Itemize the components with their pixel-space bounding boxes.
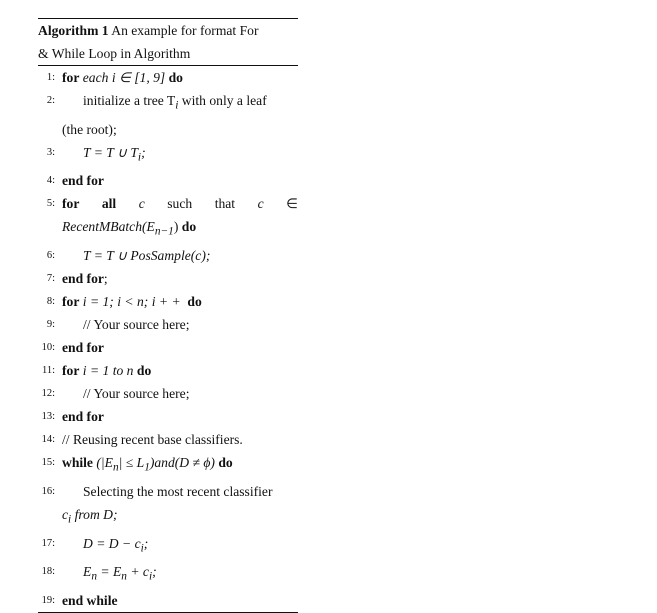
algo-line [38, 405, 298, 428]
keyword: do [187, 294, 202, 310]
subscript: i [140, 542, 144, 555]
subscript: n [121, 571, 127, 584]
continuation-text: c [62, 506, 69, 522]
line-number: 5: [46, 198, 55, 210]
line-number: 17: [41, 537, 55, 549]
line-number: 15: [41, 457, 55, 469]
line-word: such [167, 196, 193, 212]
line-text: (|E [96, 455, 113, 471]
line-word: ∈ [286, 196, 298, 212]
line-text: // Your source here; [83, 317, 190, 333]
algorithm-lines [38, 66, 298, 612]
algo-line [38, 451, 298, 480]
line-number: 9: [46, 319, 55, 331]
algo-line [38, 141, 298, 170]
line-text: T = T ∪ T [83, 144, 138, 160]
line-word: that [214, 196, 236, 212]
line-text: ; [143, 535, 149, 551]
caption-text-2: & While Loop in Algorithm [38, 46, 191, 61]
subscript: n [91, 571, 97, 584]
algo-line [38, 244, 298, 267]
subscript: 1 [144, 461, 150, 474]
caption-label: Algorithm 1 [38, 23, 109, 38]
line-number: 16: [41, 485, 55, 497]
line-text: ; [152, 564, 157, 580]
continuation-text: (the root); [62, 121, 117, 137]
algo-line [38, 382, 298, 405]
line-text: )and(D ≠ ϕ) [149, 455, 215, 471]
keyword: end for [62, 271, 104, 287]
keyword: for [62, 363, 80, 379]
continuation-text: RecentMBatch(E [62, 219, 155, 235]
keyword: do [136, 363, 152, 379]
line-word: all [101, 196, 117, 212]
algo-line [38, 359, 298, 382]
keyword: end for [62, 173, 104, 189]
algorithm-block [38, 18, 298, 613]
line-number: 7: [46, 273, 55, 285]
algo-line [38, 192, 298, 215]
algo-line [38, 267, 298, 290]
algo-line [38, 532, 298, 561]
line-word: c [138, 196, 145, 212]
line-text: i = 1; i < n; i + + [82, 294, 181, 310]
line-text: = E [96, 564, 122, 580]
keyword: end for [62, 409, 104, 425]
algo-line [38, 169, 298, 192]
subscript: i [68, 513, 72, 526]
continuation-text: from D; [71, 506, 118, 522]
line-text: with only a leaf [181, 93, 267, 108]
algo-line [38, 336, 298, 359]
algo-line [38, 89, 298, 118]
line-text: // Reusing recent base classifiers. [62, 432, 243, 448]
line-number: 12: [41, 388, 55, 400]
subscript: n [112, 461, 119, 474]
line-number: 10: [41, 342, 55, 354]
line-number: 8: [46, 296, 55, 308]
line-text: Selecting the most recent classifier [83, 483, 273, 499]
keyword: end for [62, 340, 104, 356]
line-word: c [257, 196, 264, 212]
line-text: each i ∈ [1, 9] [82, 70, 166, 85]
subscript: n−1 [154, 226, 174, 239]
line-text: D = D − c [83, 535, 141, 551]
line-text: T = T ∪ PosSample(c); [83, 248, 211, 264]
algorithm-caption [38, 19, 298, 65]
algo-line [38, 560, 298, 589]
line-number: 3: [46, 146, 55, 158]
algo-line-continuation [38, 503, 298, 532]
keyword: do [181, 219, 197, 235]
algo-line [38, 428, 298, 451]
line-number: 6: [46, 250, 55, 262]
line-number: 13: [41, 411, 55, 423]
line-text: i = 1 to n [82, 363, 134, 379]
line-number: 4: [46, 175, 55, 187]
keyword: do [168, 70, 183, 85]
line-number: 1: [46, 72, 55, 83]
line-number: 11: [41, 365, 55, 377]
caption-text-1: An example for format For [111, 23, 259, 38]
line-text: ; [103, 271, 108, 287]
subscript: i [175, 99, 179, 112]
subscript: i [148, 571, 153, 584]
algo-line [38, 480, 298, 503]
line-text: E [83, 564, 92, 580]
algo-line [38, 313, 298, 336]
line-text: initialize a tree T [83, 93, 176, 108]
subscript: i [137, 151, 142, 164]
line-number: 18: [41, 566, 55, 578]
algo-line [38, 66, 298, 89]
line-text: + c [126, 564, 149, 580]
keyword: while [62, 455, 93, 471]
keyword: for [62, 196, 80, 212]
line-number: 19: [41, 595, 55, 607]
line-text: // Your source here; [83, 386, 190, 402]
line-text: | ≤ L [118, 455, 145, 471]
keyword: do [218, 455, 233, 471]
line-number: 14: [41, 434, 55, 446]
line-number: 2: [46, 95, 55, 106]
algo-line-continuation [38, 118, 298, 141]
keyword: for [62, 70, 80, 85]
keyword: end while [62, 593, 118, 609]
algo-line-continuation [38, 215, 298, 244]
continuation-text: ) [173, 219, 179, 235]
algo-line [38, 589, 298, 612]
algo-line [38, 290, 298, 313]
keyword: for [62, 294, 80, 310]
line-text: ; [141, 144, 146, 160]
